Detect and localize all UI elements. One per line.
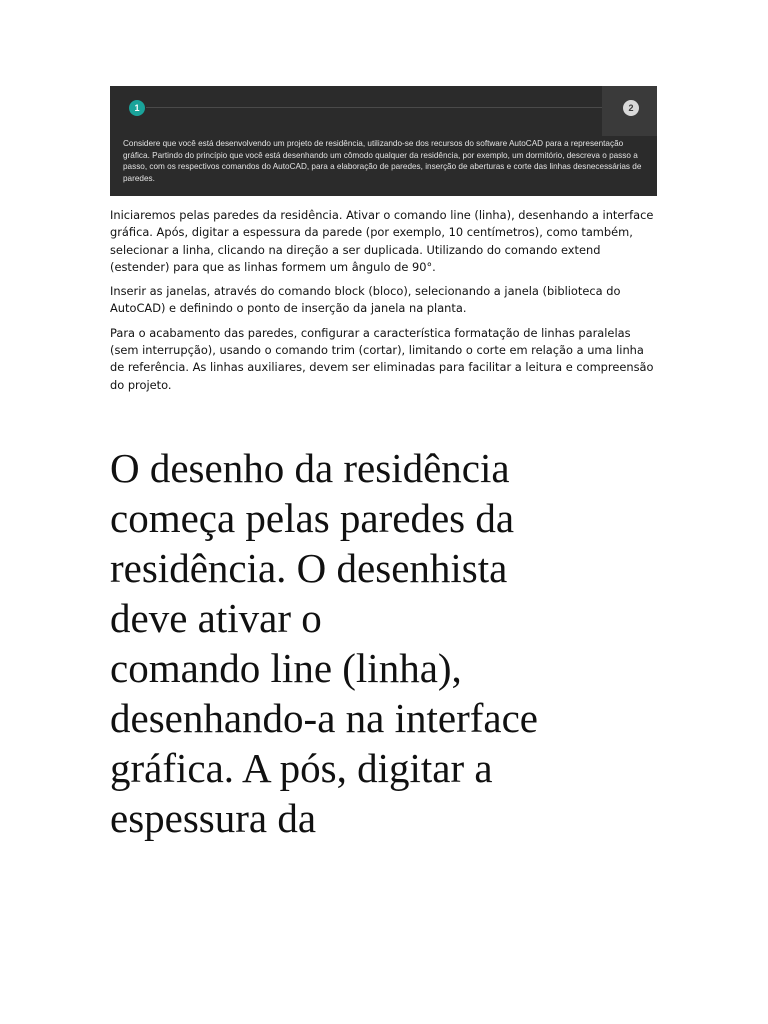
- large-text-line: comando line (linha),: [110, 645, 462, 691]
- large-text-line: desenhando-a na interface: [110, 695, 538, 741]
- answer-paragraph: Iniciaremos pelas paredes da residência. Ativar o comando line (linha), desenhando a interface gráfica. Após, digitar a espessura da parede (por exemplo, 10 centímetros), como também, selecionar a linha, clicando na direção a ser duplicada. Utilizando do comando extend (estender) para que as linhas formem um ângulo de 90°.: [110, 208, 654, 274]
- large-text-line: O desenho da residência: [110, 445, 510, 491]
- step-1-indicator[interactable]: 1: [129, 100, 145, 116]
- step-2-indicator[interactable]: 2: [623, 100, 639, 116]
- large-text-block: [110, 443, 670, 843]
- large-text-line: gráfica. A pós, digitar a: [110, 745, 493, 791]
- question-text: Considere que você está desenvolvendo um projeto de residência, utilizando-se dos recursos do software AutoCAD para a representação gráfica. Partindo do princípio que você está desenhando um cômodo qualquer da residência, por exemplo, um dormitório, descreva o passo a passo, com os respectivos comandos do AutoCAD, para a elaboração de paredes, inserção de aberturas e corte das linhas desnecessárias de paredes.: [123, 139, 642, 183]
- large-text-line: espessura da: [110, 795, 317, 841]
- step-progress-bar: [110, 86, 657, 136]
- answer-section: [110, 207, 660, 401]
- answer-paragraph: Para o acabamento das paredes, configurar a característica formatação de linhas paralelas (sem interrupção), usando o comando trim (cortar), limitando o corte em relação a uma linha de referência. As linhas auxiliares, devem ser eliminadas para facilitar a leitura e compreensão do projeto.: [110, 325, 654, 392]
- large-text-line: começa pelas paredes da: [110, 495, 515, 541]
- step-connector-line: [146, 107, 621, 108]
- answer-paragraph: Inserir as janelas, através do comando block (bloco), selecionando a janela (biblioteca do AutoCAD) e definindo o ponto de inserção da janela na planta.: [110, 284, 621, 316]
- large-text-line: residência. O desenhista: [110, 545, 508, 591]
- question-panel: [110, 86, 657, 196]
- large-text-line: deve ativar o: [110, 595, 322, 641]
